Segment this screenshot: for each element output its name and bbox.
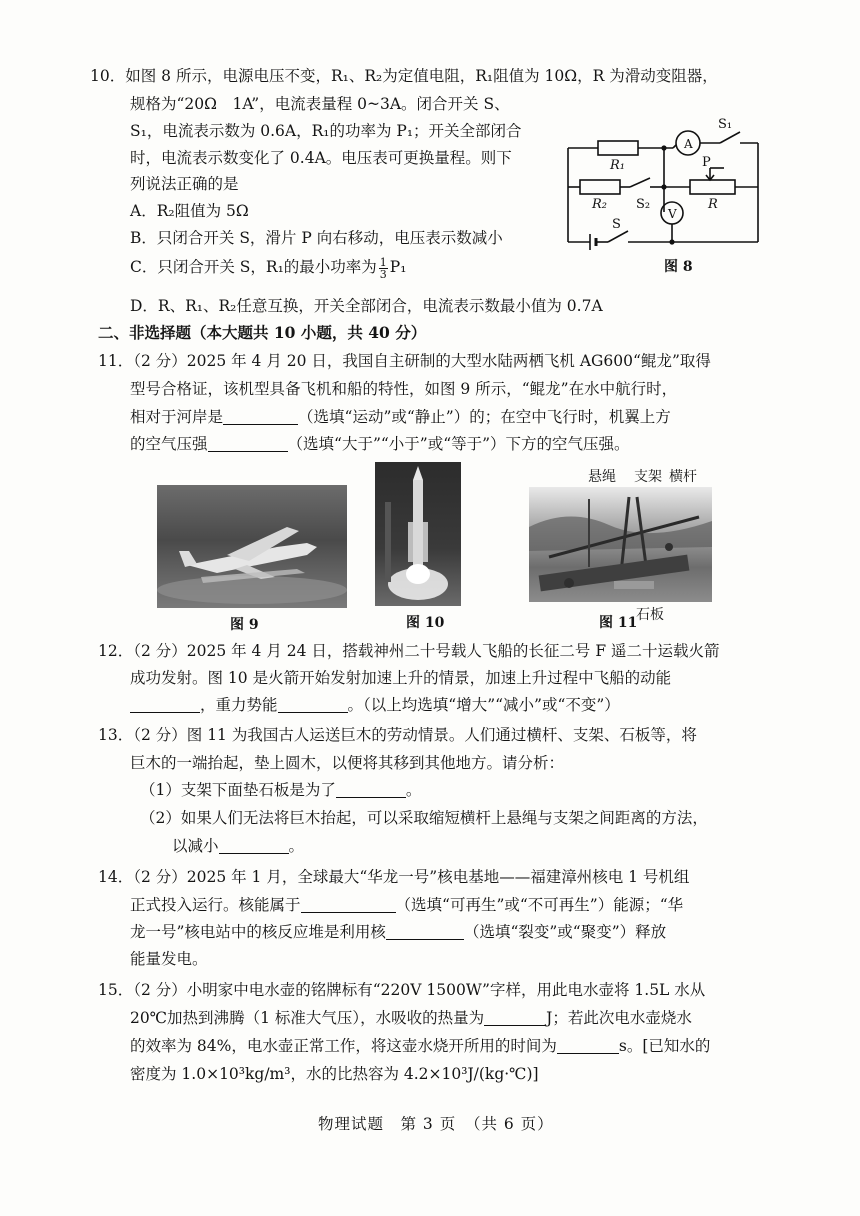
rheostat-r	[690, 180, 735, 194]
answer-blank-q12-1[interactable]	[130, 696, 200, 713]
q15-line3-end: s。[已知水的	[618, 1037, 711, 1055]
fig8-caption: 图 8	[664, 259, 693, 275]
q13-sub2-cont-text: 以减小	[172, 837, 219, 855]
q10-option-a: A．R₂阻值为 5Ω	[130, 202, 249, 220]
resistor-r2	[580, 180, 620, 194]
fig9-caption: 图 9	[230, 617, 259, 633]
q15-line2-end: J；若此次电水壶烧水	[546, 1009, 692, 1027]
q13-sub2-cont	[172, 835, 304, 857]
seaplane-photo	[157, 485, 347, 608]
answer-blank-q14-1[interactable]	[301, 896, 396, 913]
q10-option-d: D．R、R₁、R₂任意互换，开关全部闭合，电流表示数最小值为 0.7A	[130, 297, 603, 315]
q11-line4	[130, 433, 630, 455]
lever-scene-icon	[529, 487, 712, 602]
q12-line3-mid: ，重力势能	[200, 696, 278, 714]
q15-line2-start: 20℃加热到沸腾（1 标准大气压），水吸收的热量为	[130, 1009, 485, 1027]
rocket-photo	[375, 462, 461, 606]
q11-line1: 11．（2 分）2025 年 4 月 20 日，我国自主研制的大型水陆两栖飞机 AG600“鲲龙”取得	[98, 352, 711, 370]
q10-line1: 10．如图 8 所示，电源电压不变，R₁、R₂为定值电阻，R₁阻值为 10Ω，R 为滑动变阻器，	[90, 67, 718, 85]
page-footer: 物理试题 第 3 页 （共 6 页）	[318, 1115, 554, 1133]
rocket-icon	[375, 462, 461, 606]
q11-line4-end: （选填“大于”“小于”或“等于”）下方的空气压强。	[287, 435, 630, 453]
q15-line3-start: 的效率为 84%，电水壶正常工作，将这壶水烧开所用的时间为	[130, 1037, 557, 1055]
label-s2: S₂	[636, 197, 651, 212]
log-transport-illustration	[529, 487, 712, 602]
q14-line2-start: 正式投入运行。核能属于	[130, 896, 301, 914]
q15-line4: 密度为 1.0×10³kg/m³，水的比热容为 4.2×10³J/(kg·℃)]	[130, 1065, 539, 1083]
q14-line3-start: 龙一号”核电站中的核反应堆是利用核	[130, 923, 386, 941]
q13-line2: 巨木的一端抬起，垫上圆木，以便将其移到其他地方。请分析：	[130, 754, 565, 772]
q10-line3: S₁，电流表示数为 0.6A，R₁的功率为 P₁；开关全部闭合	[130, 122, 522, 140]
q11-line3-start: 相对于河岸是	[130, 408, 224, 426]
q11-line3-end: （选填“运动”或“静止”）的；在空中飞行时，机翼上方	[298, 408, 671, 426]
q10-line5: 列说法正确的是	[130, 175, 239, 193]
q12-line3-end: 。（以上均选填“增大”“减小”或“不变”）	[347, 696, 620, 714]
fraction-denominator: 3	[379, 267, 387, 281]
label-r1: R₁	[610, 158, 625, 173]
q12-line3	[130, 694, 620, 716]
fig11-label-slab: 石板	[636, 607, 664, 623]
answer-blank-q15-2[interactable]	[557, 1037, 619, 1054]
q10-option-c-text: C．只闭合开关 S，R₁的最小功率为	[130, 258, 377, 276]
label-p: P	[702, 155, 711, 170]
q14-line4: 能量发电。	[130, 950, 208, 968]
answer-blank-q11-2[interactable]	[208, 435, 288, 452]
answer-blank-q12-2[interactable]	[278, 696, 348, 713]
answer-blank-q13-2[interactable]	[219, 837, 289, 854]
q13-sub2-cont-end: 。	[288, 837, 305, 855]
q12-line2: 成功发射。图 10 是火箭开始发射加速上升的情景，加速上升过程中飞船的动能	[130, 669, 672, 687]
fig11-label-rope: 悬绳	[588, 469, 616, 485]
answer-blank-q13-1[interactable]	[336, 781, 406, 798]
answer-blank-q15-1[interactable]	[484, 1009, 546, 1026]
fraction-numerator: 1	[379, 255, 387, 269]
q14-line3-end: （选填“裂变”或“聚变”）释放	[463, 923, 667, 941]
q13-sub1	[140, 779, 421, 801]
fraction-one-third	[379, 257, 388, 280]
q13-sub1-end: 。	[405, 781, 422, 799]
answer-blank-q14-2[interactable]	[386, 923, 464, 940]
q14-line2	[130, 894, 683, 916]
q13-line1: 13．（2 分）图 11 为我国古人运送巨木的劳动情景。人们通过横杆、支架、石板等，将	[98, 726, 697, 744]
q14-line3	[130, 921, 666, 943]
resistor-r1	[598, 141, 638, 155]
q14-line2-end: （选填“可再生”或“不可再生”）能源；“华	[395, 896, 684, 914]
label-voltmeter: V	[668, 207, 677, 221]
label-r: R	[708, 197, 718, 212]
section-2-heading: 二、非选择题（本大题共 10 小题，共 40 分）	[98, 323, 427, 342]
q15-line1: 15．（2 分）小明家中电水壶的铭牌标有“220V 1500W”字样，用此电水壶将 1.5L 水从	[98, 981, 706, 999]
q11-line4-start: 的空气压强	[130, 435, 208, 453]
label-ammeter: A	[684, 137, 693, 151]
fig10-caption: 图 10	[406, 615, 445, 631]
seaplane-icon	[157, 485, 347, 608]
q11-line3	[130, 406, 671, 428]
q10-line2: 规格为“20Ω 1A”，电流表量程 0~3A。闭合开关 S、	[130, 95, 510, 113]
fig11-label-stand: 支架	[634, 469, 662, 485]
q15-line3	[130, 1035, 710, 1057]
fig11-caption: 图 11	[599, 615, 638, 631]
q11-line2: 型号合格证，该机型具备飞机和船的特性，如图 9 所示，“鲲龙”在水中航行时，	[130, 380, 678, 398]
circuit-diagram-fig8	[560, 112, 765, 277]
label-r2: R₂	[592, 197, 607, 212]
q14-line1: 14．（2 分）2025 年 1 月，全球最大“华龙一号”核电基地——福建漳州核电 1 号机组	[98, 868, 690, 886]
q13-sub1-text: （1）支架下面垫石板是为了	[140, 781, 336, 799]
q10-option-c	[130, 256, 406, 280]
q13-sub2: （2）如果人们无法将巨木抬起，可以采取缩短横杆上悬绳与支架之间距离的方法，	[140, 809, 708, 827]
answer-blank-q11-1[interactable]	[223, 408, 298, 425]
label-s: S	[612, 217, 621, 232]
q15-line2	[130, 1007, 692, 1029]
fig11-label-bar: 横杆	[669, 469, 697, 485]
q10-option-b: B．只闭合开关 S，滑片 P 向右移动，电压表示数减小	[130, 229, 503, 247]
label-s1: S₁	[718, 117, 733, 132]
q10-line4: 时，电流表示数变化了 0.4A。电压表可更换量程。则下	[130, 149, 512, 167]
q10-option-c-tail: P₁	[389, 258, 407, 276]
q12-line1: 12．（2 分）2025 年 4 月 24 日，搭载神州二十号载人飞船的长征二号 F 遥二十运载火箭	[98, 642, 720, 660]
